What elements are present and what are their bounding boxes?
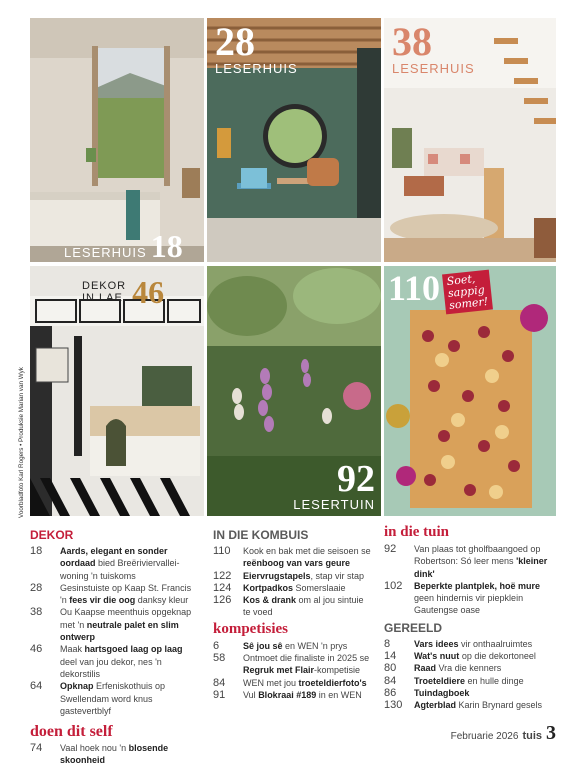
toc-entry[interactable]: [384, 580, 559, 617]
toc-entry-highlight: Tuindagboek: [414, 687, 470, 698]
toc-page-number: 64: [30, 680, 43, 693]
tile-livingroom-caption: 38 LESERHUIS: [392, 19, 475, 76]
toc-entry[interactable]: [30, 545, 200, 582]
toc-entry-highlight: hartsgoed laag op laag: [84, 644, 183, 655]
toc-entry-text: [60, 545, 200, 582]
toc-page-number: 110: [213, 545, 231, 557]
tile-patio-caption: 28 LESERHUIS: [215, 19, 298, 76]
toc-entry-desc: danksy kleur: [135, 595, 189, 606]
tile-kitchen[interactable]: [30, 266, 204, 516]
tile-tart-caption: 110 Soet, sappig somer!: [388, 270, 491, 312]
tile-bathroom-caption: LESERHUIS 18: [64, 228, 183, 262]
toc-entry[interactable]: [213, 570, 373, 582]
toc-entry-desc: vir onthaalruimtes: [458, 638, 533, 649]
toc-entry-highlight: Sê jou sê: [243, 640, 283, 651]
toc-entry-text: [60, 582, 200, 607]
toc-entry-desc: in en WEN: [316, 689, 362, 700]
toc-entry-highlight: troeteldierfoto's: [298, 677, 367, 688]
toc-entry-text: [414, 675, 559, 687]
toc-page-number: 8: [384, 637, 391, 650]
toc-entry-highlight: Regruk met Flair: [243, 665, 315, 676]
toc-entry-desc: Van plaas tot gholfbaangoed op Robertson: Só leer mens: [414, 544, 541, 567]
toc-page-number: 80: [384, 662, 397, 675]
toc-entry[interactable]: [384, 687, 559, 699]
toc-entry-highlight: Beperkte plantplek, hoë mure: [414, 580, 541, 591]
toc-page-number: 130: [384, 699, 403, 712]
toc-entry-text: [243, 582, 373, 594]
tile-patio[interactable]: [207, 18, 381, 262]
toc-entry-text: [243, 545, 373, 570]
toc-entry[interactable]: [213, 652, 373, 677]
column-middle: [213, 528, 373, 701]
toc-page-number: 86: [384, 686, 397, 699]
toc-entry[interactable]: [384, 650, 559, 662]
toc-entry-text: [60, 606, 200, 643]
toc-entry[interactable]: [384, 638, 559, 650]
toc-entry-text: [60, 643, 200, 680]
toc-entry[interactable]: [384, 675, 559, 687]
toc-entry-desc: Kook en bak met die seisoen se: [243, 546, 371, 556]
footer-page-number: 3: [546, 722, 556, 744]
toc-entry-text: [243, 570, 373, 582]
toc-page-number: 14: [384, 650, 397, 663]
toc-page-number: 58: [213, 652, 226, 665]
toc-entry-text: [243, 689, 373, 701]
toc-page-number: 126: [213, 594, 232, 607]
toc-entry-desc: Vaal hoek nou 'n: [60, 743, 129, 754]
toc-entry-text: [414, 638, 559, 650]
toc-entry-highlight: 'kleiner dink': [414, 556, 548, 579]
toc-entry-text: [243, 640, 373, 652]
column-left: [30, 528, 200, 767]
tile-garden[interactable]: [207, 266, 381, 516]
toc-entry-desc: Ou Kaapse meenthuis opgeknap met 'n: [60, 607, 192, 630]
toc-entry[interactable]: [213, 594, 373, 619]
toc-entry-text: [243, 652, 373, 677]
toc-entry-text: [414, 662, 559, 674]
toc-entry-text: [414, 543, 559, 580]
toc-entry-highlight: Opknap: [60, 681, 94, 692]
toc-entry-desc: Vul: [243, 689, 259, 700]
toc-entry[interactable]: [30, 742, 200, 767]
toc-entry[interactable]: [213, 677, 373, 689]
toc-entry-desc: deel van jou dekor, nes 'n dekorstilis: [60, 656, 162, 679]
toc-entry-highlight: Wat's nuut: [414, 651, 460, 662]
toc-entry[interactable]: [213, 582, 373, 594]
toc-entry[interactable]: [384, 543, 559, 580]
toc-entry-desc: Erfeniskothuis op Swellendam word knus gastevertblyf: [60, 681, 166, 716]
toc-entry-text: [243, 677, 373, 689]
photo-credit: Voorbladfoto Karl Rogers • Produksie Marian van Wyk: [18, 367, 25, 518]
toc-entry-desc: bied Breëriviervallei-woning 'n tuiskoms: [60, 558, 180, 581]
toc-page-number: 46: [30, 643, 43, 656]
toc-entry-highlight: Troeteldiere: [414, 675, 466, 686]
toc-entry-desc: WEN met jou: [243, 677, 299, 688]
toc-entry-desc: Somerslaaie: [293, 582, 346, 593]
toc-entry-highlight: Vars idees: [414, 638, 459, 649]
toc-page-number: 124: [213, 581, 232, 594]
footer-issue: Februarie 2026: [450, 731, 519, 742]
toc-entry-desc: om al jou sintuie te voed: [243, 595, 364, 618]
toc-entry-highlight: reënboog van vars geure: [243, 558, 351, 569]
toc-entry-desc: en hulle dinge: [465, 675, 524, 686]
toc-entry-highlight: Aards, elegant en sonder oordaad: [60, 546, 168, 569]
toc-entry-highlight: Agterblad: [414, 700, 457, 711]
toc-page-number: 122: [213, 569, 232, 582]
section-title-dekor: DEKOR: [30, 528, 74, 542]
toc-entry[interactable]: [30, 643, 200, 680]
toc-entry-highlight: Eiervrugstapels: [243, 570, 311, 581]
toc-entry-text: [414, 650, 559, 662]
toc-entry-desc: Gesinstuiste op Kaap St. Francis 'n: [60, 582, 192, 606]
section-title-kompetisies: kompetisies: [213, 620, 288, 637]
toc-page-number: 28: [30, 581, 43, 594]
section-title-kombuis: IN DIE KOMBUIS: [213, 528, 309, 542]
toc-entry[interactable]: [213, 545, 373, 570]
toc-entry-text: [414, 699, 559, 711]
toc-entry-desc: en WEN 'n prys: [282, 640, 348, 651]
tile-bathroom[interactable]: [30, 18, 204, 262]
toc-entry-highlight: Kos & drank: [243, 595, 297, 606]
toc-page-number: 18: [30, 545, 43, 557]
toc-page-number: 6: [213, 639, 220, 652]
toc-page-number: 38: [30, 606, 43, 619]
tile-livingroom[interactable]: [384, 18, 556, 262]
toc-page-number: 102: [384, 579, 403, 592]
toc-entry[interactable]: [213, 640, 373, 652]
toc-page-number: 84: [384, 674, 397, 687]
toc-entry-highlight: blosende skoonheid: [60, 743, 169, 766]
toc-entry[interactable]: [384, 662, 559, 674]
toc-entry-text: [414, 580, 559, 617]
toc-page-number: 74: [30, 742, 43, 755]
toc-entry[interactable]: [30, 582, 200, 607]
bathroom-photo: [30, 18, 204, 262]
toc-entry-desc: -kompetisie: [314, 665, 361, 676]
toc-entry-highlight: fees vir die oog: [69, 595, 136, 606]
toc-entry-desc: Karin Brynard gesels: [456, 700, 543, 711]
toc-entry[interactable]: [384, 699, 559, 711]
toc-entry[interactable]: [30, 680, 200, 717]
toc-entry-text: [414, 687, 559, 699]
column-right: [384, 524, 559, 712]
tile-garden-caption: 92 LESERTUIN: [293, 458, 375, 512]
toc-entry[interactable]: [213, 689, 373, 701]
toc-page-number: 92: [384, 543, 397, 555]
toc-entry-highlight: Raad: [414, 663, 437, 674]
toc-entry-desc: geen hindernis vir piepklein Gautengse oase: [414, 593, 524, 616]
toc-page-number: 84: [213, 676, 226, 689]
toc-entry[interactable]: [30, 606, 200, 643]
section-title-tuin: in die tuin: [384, 524, 450, 540]
toc-entry-highlight: neutrale palet en slim ontwerp: [60, 619, 179, 643]
toc-page-number: 91: [213, 688, 226, 701]
toc-entry-text: [60, 742, 200, 767]
toc-entry-highlight: Blokraai #189: [258, 689, 317, 700]
tile-tart[interactable]: [384, 266, 556, 516]
toc-entry-desc: Vra die kenners: [436, 663, 502, 674]
toc-entry-desc: Maak: [60, 644, 85, 655]
section-title-gereeld: GEREELD: [384, 620, 443, 635]
section-title-doen: doen dit self: [30, 723, 113, 741]
toc-entry-text: [60, 680, 200, 717]
page-footer: [451, 722, 556, 745]
toc-entry-desc: Ontmoet die finaliste in 2025 se: [243, 653, 370, 664]
toc-entry-desc: op die dekortoneel: [459, 651, 536, 662]
toc-entry-highlight: Kortpadkos: [243, 582, 294, 593]
toc-entry-text: [243, 594, 373, 619]
tile-kitchen-caption: DEKOR IN LAE 46: [82, 274, 165, 310]
toc-entry-desc: , stap vir stap: [310, 570, 365, 581]
footer-brand: tuis: [522, 730, 542, 742]
